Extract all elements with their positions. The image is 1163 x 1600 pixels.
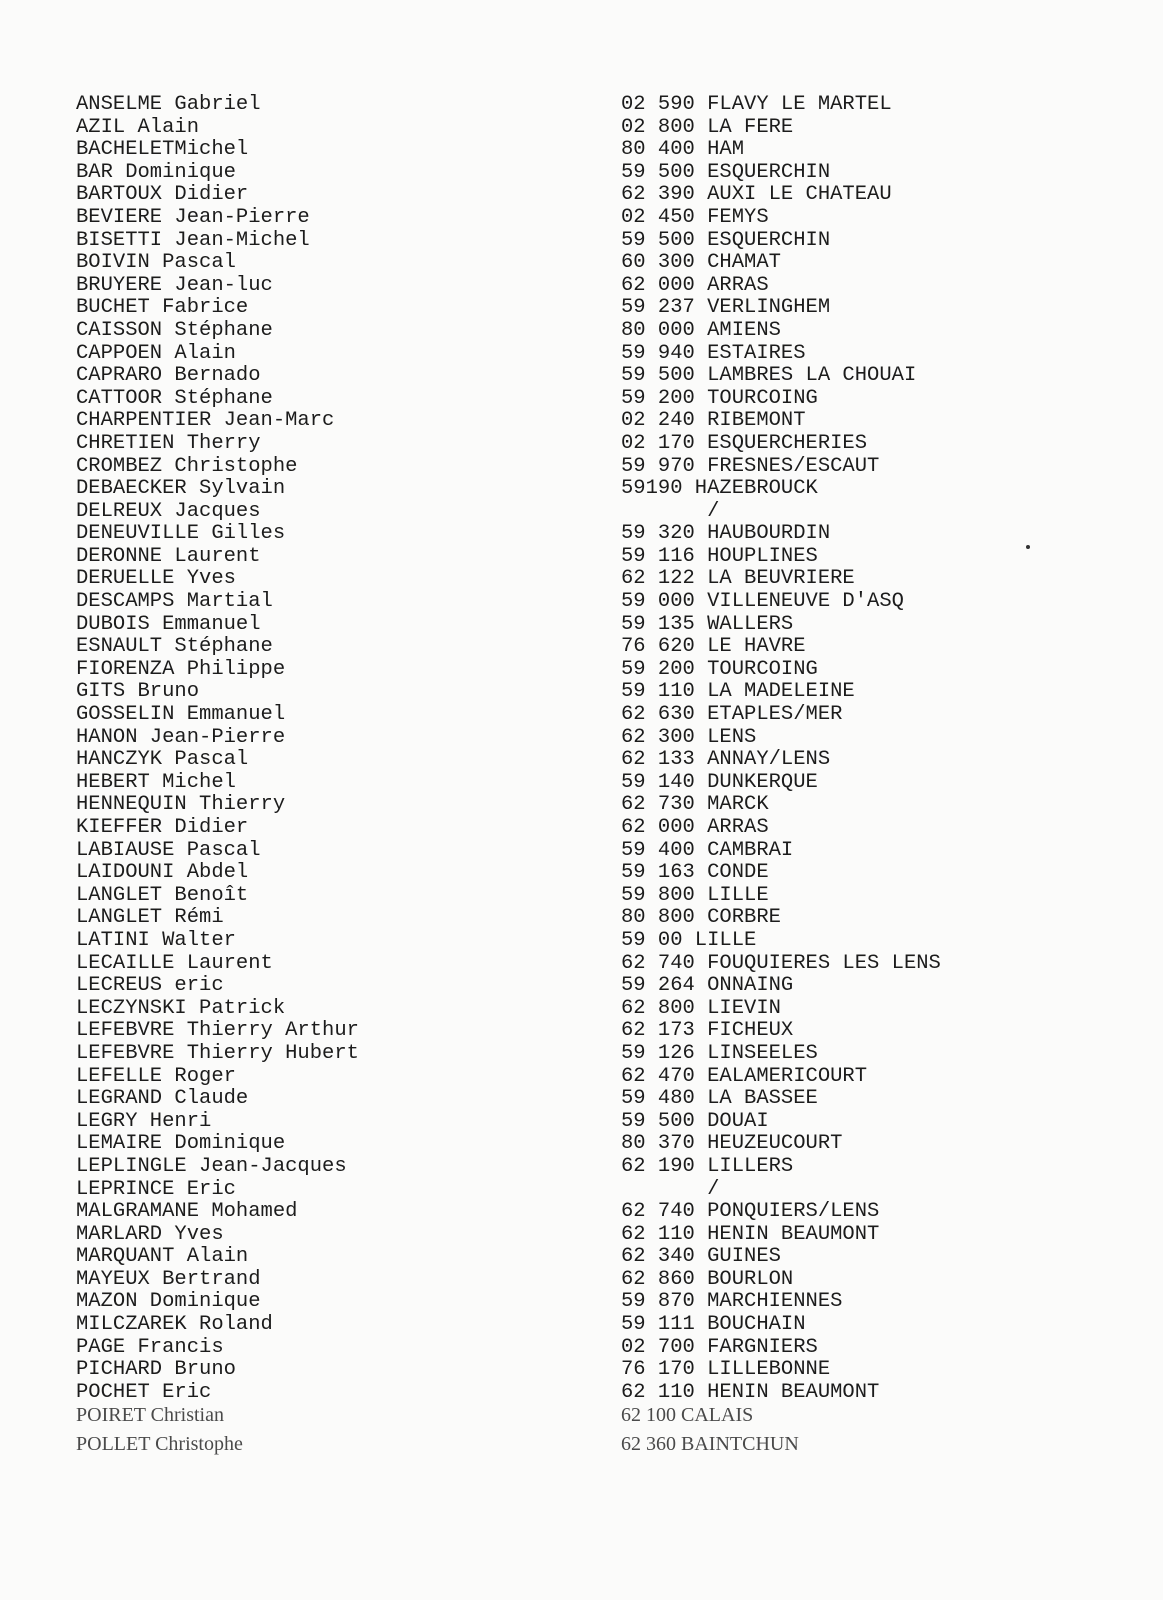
person-name: CAISSON Stéphane <box>76 318 273 342</box>
person-name: HENNEQUIN Thierry <box>76 793 286 817</box>
person-name: AZIL Alain <box>76 115 200 139</box>
postal-code-city: 62 190 LILLERS <box>621 1154 794 1178</box>
person-name: DUBOIS Emmanuel <box>76 612 261 636</box>
person-name: CATTOOR Stéphane <box>76 386 273 410</box>
list-row <box>0 704 1163 727</box>
list-row <box>0 1314 1163 1337</box>
postal-code-city: 59 870 MARCHIENNES <box>621 1290 843 1314</box>
person-name: LECREUS eric <box>76 974 224 998</box>
postal-code-city: 59 970 FRESNES/ESCAUT <box>621 454 880 478</box>
postal-code-city: 59 480 LA BASSEE <box>621 1087 818 1111</box>
list-row <box>0 275 1163 298</box>
postal-code-city: 59 500 LAMBRES LA CHOUAI <box>621 364 917 388</box>
list-row <box>0 885 1163 908</box>
list-row <box>0 1359 1163 1382</box>
list-row <box>0 1156 1163 1179</box>
person-name: DEBAECKER Sylvain <box>76 477 286 501</box>
list-row <box>0 433 1163 456</box>
person-name: MALGRAMANE Mohamed <box>76 1200 298 1224</box>
list-row <box>0 998 1163 1021</box>
postal-code-city: 62 740 FOUQUIERES LES LENS <box>621 951 941 975</box>
person-name: LEPRINCE Eric <box>76 1177 236 1201</box>
person-name: LATINI Walter <box>76 928 236 952</box>
person-name: KIEFFER Didier <box>76 816 249 839</box>
postal-code-city: 59 111 BOUCHAIN <box>621 1313 806 1337</box>
postal-code-city: 62 110 HENIN BEAUMONT <box>621 1380 880 1404</box>
postal-code-city: 62 300 LENS <box>621 725 757 749</box>
list-row <box>0 817 1163 840</box>
person-name: CAPPOEN Alain <box>76 341 236 365</box>
person-name: BUCHET Fabrice <box>76 296 249 320</box>
person-name: BACHELETMichel <box>76 138 249 162</box>
list-row <box>0 681 1163 704</box>
person-name: LABIAUSE Pascal <box>76 838 261 862</box>
postal-code-city: 62 000 ARRAS <box>621 273 769 297</box>
list-row <box>0 94 1163 117</box>
person-name: BOIVIN Pascal <box>76 251 236 275</box>
person-name: LECZYNSKI Patrick <box>76 996 286 1020</box>
person-name: MARLARD Yves <box>76 1222 224 1246</box>
person-name: CAPRARO Bernado <box>76 364 261 388</box>
person-name: DENEUVILLE Gilles <box>76 522 286 546</box>
list-row <box>0 975 1163 998</box>
postal-code-city: 59 320 HAUBOURDIN <box>621 522 831 546</box>
person-name: DERONNE Laurent <box>76 544 261 568</box>
list-row <box>0 659 1163 682</box>
postal-code-city: 80 000 AMIENS <box>621 318 781 342</box>
list-row <box>0 591 1163 614</box>
postal-code-city: 76 620 LE HAVRE <box>621 635 806 659</box>
person-name: BEVIERE Jean-Pierre <box>76 205 310 229</box>
list-row <box>0 749 1163 772</box>
postal-code-city: 59 237 VERLINGHEM <box>621 296 831 320</box>
postal-code-city: 59 500 ESQUERCHIN <box>621 160 831 184</box>
person-name: CHRETIEN Therry <box>76 431 261 455</box>
postal-code-city: 02 800 LA FERE <box>621 115 794 139</box>
person-name: POIRET Christian <box>76 1404 224 1427</box>
list-row <box>0 1201 1163 1224</box>
postal-code-city: 59 500 DOUAI <box>621 1109 769 1133</box>
postal-code-city: 62 630 ETAPLES/MER <box>621 703 843 727</box>
list-row <box>0 1224 1163 1247</box>
postal-code-city: 59 163 CONDE <box>621 861 769 885</box>
person-name: MILCZAREK Roland <box>76 1313 273 1337</box>
postal-code-city: 02 170 ESQUERCHERIES <box>621 431 868 455</box>
postal-code-city: 59 800 LILLE <box>621 883 769 907</box>
person-name: DERUELLE Yves <box>76 567 236 591</box>
postal-code-city: 62 000 ARRAS <box>621 816 769 839</box>
person-name: FIORENZA Philippe <box>76 657 286 681</box>
list-row <box>0 139 1163 162</box>
postal-code-city: 62 800 LIEVIN <box>621 996 781 1020</box>
list-row <box>0 1111 1163 1134</box>
postal-code-city: 62 390 AUXI LE CHATEAU <box>621 183 892 207</box>
list-row <box>0 907 1163 930</box>
list-row <box>0 1133 1163 1156</box>
postal-code-city: 59 126 LINSEELES <box>621 1041 818 1065</box>
postal-code-city: 02 590 FLAVY LE MARTEL <box>621 93 892 116</box>
postal-code-city: 62 730 MARCK <box>621 793 769 817</box>
postal-code-city: 62 122 LA BEUVRIERE <box>621 567 855 591</box>
list-row <box>0 1269 1163 1292</box>
person-name: CROMBEZ Christophe <box>76 454 298 478</box>
list-row <box>0 636 1163 659</box>
list-row <box>0 1179 1163 1202</box>
postal-code-city: 59 116 HOUPLINES <box>621 544 818 568</box>
postal-code-city: 60 300 CHAMAT <box>621 251 781 275</box>
person-name: ESNAULT Stéphane <box>76 635 273 659</box>
postal-code-city: 62 340 GUINES <box>621 1245 781 1269</box>
postal-code-city: / <box>621 499 720 523</box>
person-name: ANSELME Gabriel <box>76 93 261 116</box>
postal-code-city: 62 740 PONQUIERS/LENS <box>621 1200 880 1224</box>
person-name: BRUYERE Jean-luc <box>76 273 273 297</box>
person-name: MAZON Dominique <box>76 1290 261 1314</box>
person-name: POCHET Eric <box>76 1380 212 1404</box>
list-row <box>0 840 1163 863</box>
person-name: MAYEUX Bertrand <box>76 1267 261 1291</box>
postal-code-city: 76 170 LILLEBONNE <box>621 1358 831 1382</box>
postal-code-city: 59 000 VILLENEUVE D'ASQ <box>621 590 904 614</box>
list-row <box>0 501 1163 524</box>
list-row <box>0 523 1163 546</box>
ink-speck <box>1026 545 1030 549</box>
person-name: BARTOUX Didier <box>76 183 249 207</box>
postal-code-city: 59 500 ESQUERCHIN <box>621 228 831 252</box>
list-row <box>0 772 1163 795</box>
person-name: BISETTI Jean-Michel <box>76 228 310 252</box>
person-name: DESCAMPS Martial <box>76 590 273 614</box>
person-name: PAGE Francis <box>76 1335 224 1359</box>
list-row <box>0 568 1163 591</box>
person-name: LEGRAND Claude <box>76 1087 249 1111</box>
list-row <box>0 1337 1163 1360</box>
person-name: LEMAIRE Dominique <box>76 1132 286 1156</box>
person-name: POLLET Christophe <box>76 1433 243 1456</box>
postal-code-city: 59 200 TOURCOING <box>621 386 818 410</box>
person-name: LEPLINGLE Jean-Jacques <box>76 1154 347 1178</box>
person-name: HEBERT Michel <box>76 770 236 794</box>
postal-code-city: 59 110 LA MADELEINE <box>621 680 855 704</box>
postal-code-city: 59 135 WALLERS <box>621 612 794 636</box>
list-row <box>0 1246 1163 1269</box>
person-name: LECAILLE Laurent <box>76 951 273 975</box>
list-row <box>0 456 1163 479</box>
list-row <box>0 1020 1163 1043</box>
postal-code-city: 62 100 CALAIS <box>621 1404 754 1427</box>
postal-code-city: 62 110 HENIN BEAUMONT <box>621 1222 880 1246</box>
list-row <box>0 388 1163 411</box>
person-name: MARQUANT Alain <box>76 1245 249 1269</box>
list-row <box>0 727 1163 750</box>
postal-code-city: 62 470 EALAMERICOURT <box>621 1064 868 1088</box>
list-row <box>0 1291 1163 1314</box>
list-row <box>0 953 1163 976</box>
person-name: LEFEBVRE Thierry Arthur <box>76 1019 359 1043</box>
list-row <box>0 794 1163 817</box>
list-row <box>0 1043 1163 1066</box>
person-name: LEGRY Henri <box>76 1109 212 1133</box>
person-name: CHARPENTIER Jean-Marc <box>76 409 335 433</box>
list-row <box>0 546 1163 569</box>
list-row <box>0 162 1163 185</box>
list-row <box>0 614 1163 637</box>
list-row <box>0 297 1163 320</box>
list-row <box>0 1427 1163 1455</box>
postal-code-city: 59 400 CAMBRAI <box>621 838 794 862</box>
member-list <box>0 94 1163 1455</box>
list-row <box>0 1404 1163 1427</box>
list-row <box>0 230 1163 253</box>
postal-code-city: 59 140 DUNKERQUE <box>621 770 818 794</box>
list-row <box>0 117 1163 140</box>
list-row <box>0 184 1163 207</box>
postal-code-city: 59 940 ESTAIRES <box>621 341 806 365</box>
person-name: LAIDOUNI Abdel <box>76 861 249 885</box>
person-name: LEFELLE Roger <box>76 1064 236 1088</box>
postal-code-city: 80 400 HAM <box>621 138 745 162</box>
list-row <box>0 207 1163 230</box>
list-row <box>0 930 1163 953</box>
list-row <box>0 320 1163 343</box>
person-name: GOSSELIN Emmanuel <box>76 703 286 727</box>
person-name: LANGLET Rémi <box>76 906 224 930</box>
postal-code-city: 80 800 CORBRE <box>621 906 781 930</box>
person-name: LANGLET Benoît <box>76 883 249 907</box>
postal-code-city: 62 173 FICHEUX <box>621 1019 794 1043</box>
postal-code-city: 02 450 FEMYS <box>621 205 769 229</box>
list-row <box>0 478 1163 501</box>
postal-code-city: 02 700 FARGNIERS <box>621 1335 818 1359</box>
list-row <box>0 365 1163 388</box>
person-name: HANCZYK Pascal <box>76 748 249 772</box>
list-row <box>0 862 1163 885</box>
postal-code-city: 62 133 ANNAY/LENS <box>621 748 831 772</box>
list-row <box>0 1088 1163 1111</box>
postal-code-city: 02 240 RIBEMONT <box>621 409 806 433</box>
person-name: DELREUX Jacques <box>76 499 261 523</box>
postal-code-city: 62 860 BOURLON <box>621 1267 794 1291</box>
postal-code-city: 59 200 TOURCOING <box>621 657 818 681</box>
postal-code-city: / <box>621 1177 720 1201</box>
postal-code-city: 59190 HAZEBROUCK <box>621 477 818 501</box>
postal-code-city: 59 264 ONNAING <box>621 974 794 998</box>
postal-code-city: 62 360 BAINTCHUN <box>621 1433 799 1456</box>
postal-code-city: 80 370 HEUZEUCOURT <box>621 1132 843 1156</box>
list-row <box>0 343 1163 366</box>
list-row <box>0 1382 1163 1405</box>
person-name: PICHARD Bruno <box>76 1358 236 1382</box>
person-name: BAR Dominique <box>76 160 236 184</box>
person-name: HANON Jean-Pierre <box>76 725 286 749</box>
list-row <box>0 1066 1163 1089</box>
person-name: LEFEBVRE Thierry Hubert <box>76 1041 359 1065</box>
person-name: GITS Bruno <box>76 680 200 704</box>
list-row <box>0 410 1163 433</box>
postal-code-city: 59 00 LILLE <box>621 928 757 952</box>
list-row <box>0 252 1163 275</box>
